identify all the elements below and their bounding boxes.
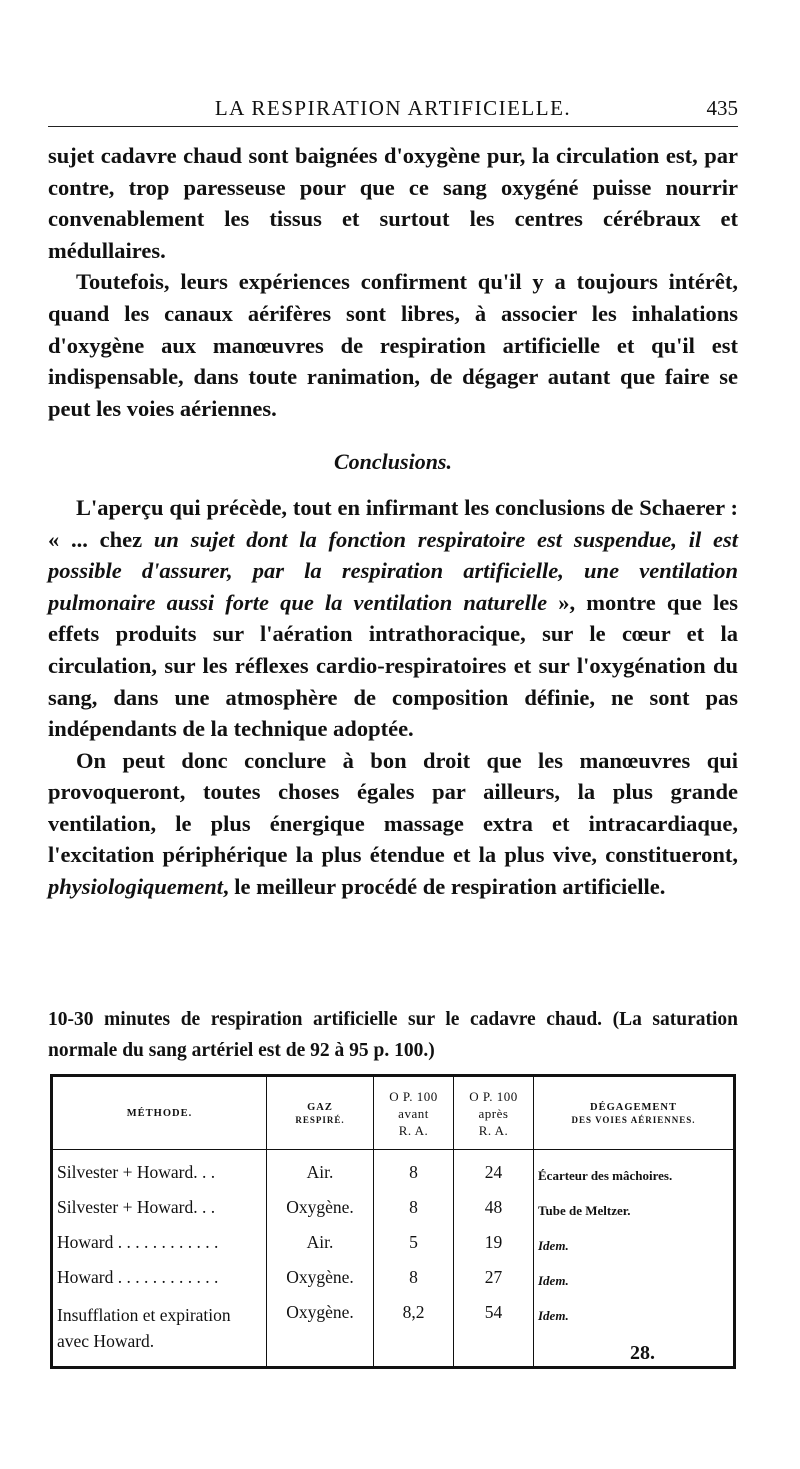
table-caption: 10-30 minutes de respiration artificielle sur le cadavre chaud. (La saturation normale du sang artériel est de 92 à 95 p. 100.) bbox=[48, 1009, 738, 1061]
emphasis-word: physiologiquement bbox=[48, 874, 224, 900]
header-apres-line1: O P. 100 bbox=[469, 1088, 518, 1104]
header-gaz bbox=[267, 1076, 374, 1150]
cell-avant: 8,2 bbox=[374, 1302, 454, 1368]
header-degagement bbox=[534, 1076, 735, 1150]
table-row bbox=[52, 1232, 735, 1267]
cell-avant: 8 bbox=[374, 1197, 454, 1232]
cell-avant: 5 bbox=[374, 1232, 454, 1267]
cell-methode: Howard . . . . . . . . . . . . bbox=[52, 1232, 267, 1267]
header-avant-line2: avant bbox=[398, 1105, 429, 1121]
cell-apres: 54 bbox=[454, 1302, 534, 1368]
running-title: LA RESPIRATION ARTIFICIELLE. bbox=[214, 96, 572, 120]
cell-apres: 24 bbox=[454, 1150, 534, 1198]
page-number: 435 bbox=[706, 96, 738, 120]
cell-degagement: Idem. bbox=[534, 1302, 735, 1368]
cell-methode: Silvester + Howard. . . bbox=[52, 1150, 267, 1198]
paragraph-3-rest: », montre que les effets produits sur l'aération intrathoracique, sur le cœur et la circulation, sur les réflexes cardio-respiratoires et sur l'oxygénation du sang, dans une atmosphère de composition définie, ne sont pas indépendants de la technique adoptée. bbox=[48, 589, 738, 742]
header-apres-line3: R. A. bbox=[478, 1122, 509, 1138]
paragraph-4 bbox=[48, 745, 738, 903]
cell-apres: 19 bbox=[454, 1232, 534, 1267]
header-degagement-line1: DÉGAGEMENT bbox=[589, 1101, 677, 1113]
cell-gaz: Oxygène. bbox=[267, 1197, 374, 1232]
cell-avant: 8 bbox=[374, 1267, 454, 1302]
paragraph-1: sujet cadavre chaud sont baignées d'oxygène pur, la circulation est, par contre, trop paresseuse pour que ce sang oxygéné puisse nourrir convenablement les tissus et surtout les centres cérébraux et médullaires. bbox=[48, 143, 738, 263]
cell-methode: Howard . . . . . . . . . . . . bbox=[52, 1267, 267, 1302]
paragraph-2: Toutefois, leurs expériences confirment qu'il y a toujours intérêt, quand les canaux aérifères sont libres, à associer les inhalations d'oxygène aux manœuvres de respiration artificielle et qu'il est indispensable, dans toute ranimation, de dégager autant que faire se peut les voies aériennes. bbox=[48, 269, 738, 421]
header-avant-line3: R. A. bbox=[398, 1122, 429, 1138]
header-avant bbox=[374, 1076, 454, 1150]
cell-apres: 27 bbox=[454, 1267, 534, 1302]
header-gaz-line2: RESPIRÉ. bbox=[295, 1114, 345, 1125]
table-row bbox=[52, 1150, 735, 1198]
cell-gaz: Oxygène. bbox=[267, 1302, 374, 1368]
cell-avant: 8 bbox=[374, 1150, 454, 1198]
cell-gaz: Oxygène. bbox=[267, 1267, 374, 1302]
cell-degagement: Idem. bbox=[534, 1267, 735, 1302]
running-head bbox=[48, 96, 738, 127]
signature-mark: 28. bbox=[630, 1342, 655, 1364]
table-row bbox=[52, 1197, 735, 1232]
cell-degagement: Écarteur des mâchoires. bbox=[534, 1150, 735, 1198]
header-apres bbox=[454, 1076, 534, 1150]
cell-apres: 48 bbox=[454, 1197, 534, 1232]
table-header-row bbox=[52, 1076, 735, 1150]
header-degagement-line2: DES VOIES AÉRIENNES. bbox=[571, 1114, 696, 1125]
paragraph-3 bbox=[48, 492, 738, 745]
results-table bbox=[50, 1074, 736, 1369]
paragraph-4-lead: On peut donc conclure à bon droit que les manœuvres qui provoqueront, toutes choses égales par ailleurs, la plus grande ventilation, le plus énergique massage extra et intracardiaque, l'excitation périphérique la plus étendue et la plus vive, constitueront, bbox=[48, 747, 738, 868]
cell-degagement: Idem. bbox=[534, 1232, 735, 1267]
cell-methode: Silvester + Howard. . . bbox=[52, 1197, 267, 1232]
table-row bbox=[52, 1267, 735, 1302]
header-avant-line1: O P. 100 bbox=[389, 1088, 438, 1104]
cell-degagement: Tube de Meltzer. bbox=[534, 1197, 735, 1232]
paragraph-3-lead: L'aperçu qui précède, tout en infirmant les conclusions de Schaerer : « ... chez bbox=[48, 494, 738, 552]
schaerer-quote: un sujet dont la fonction respiratoire est suspendue, il est possible d'assurer, par la respiration artificielle, une ventilation pulmonaire aussi forte que la ventilation naturelle bbox=[48, 526, 738, 615]
header-methode: MÉTHODE. bbox=[52, 1076, 267, 1150]
cell-methode: Insufflation et expiration avec Howard. bbox=[52, 1302, 267, 1368]
cell-gaz: Air. bbox=[267, 1150, 374, 1198]
paragraph-4-rest: , le meilleur procédé de respiration artificielle. bbox=[223, 874, 666, 900]
cell-gaz: Air. bbox=[267, 1232, 374, 1267]
body-text bbox=[48, 140, 738, 903]
header-apres-line2: après bbox=[478, 1105, 509, 1121]
header-gaz-line1: GAZ bbox=[307, 1101, 333, 1113]
section-heading: Conclusions. bbox=[334, 449, 452, 475]
